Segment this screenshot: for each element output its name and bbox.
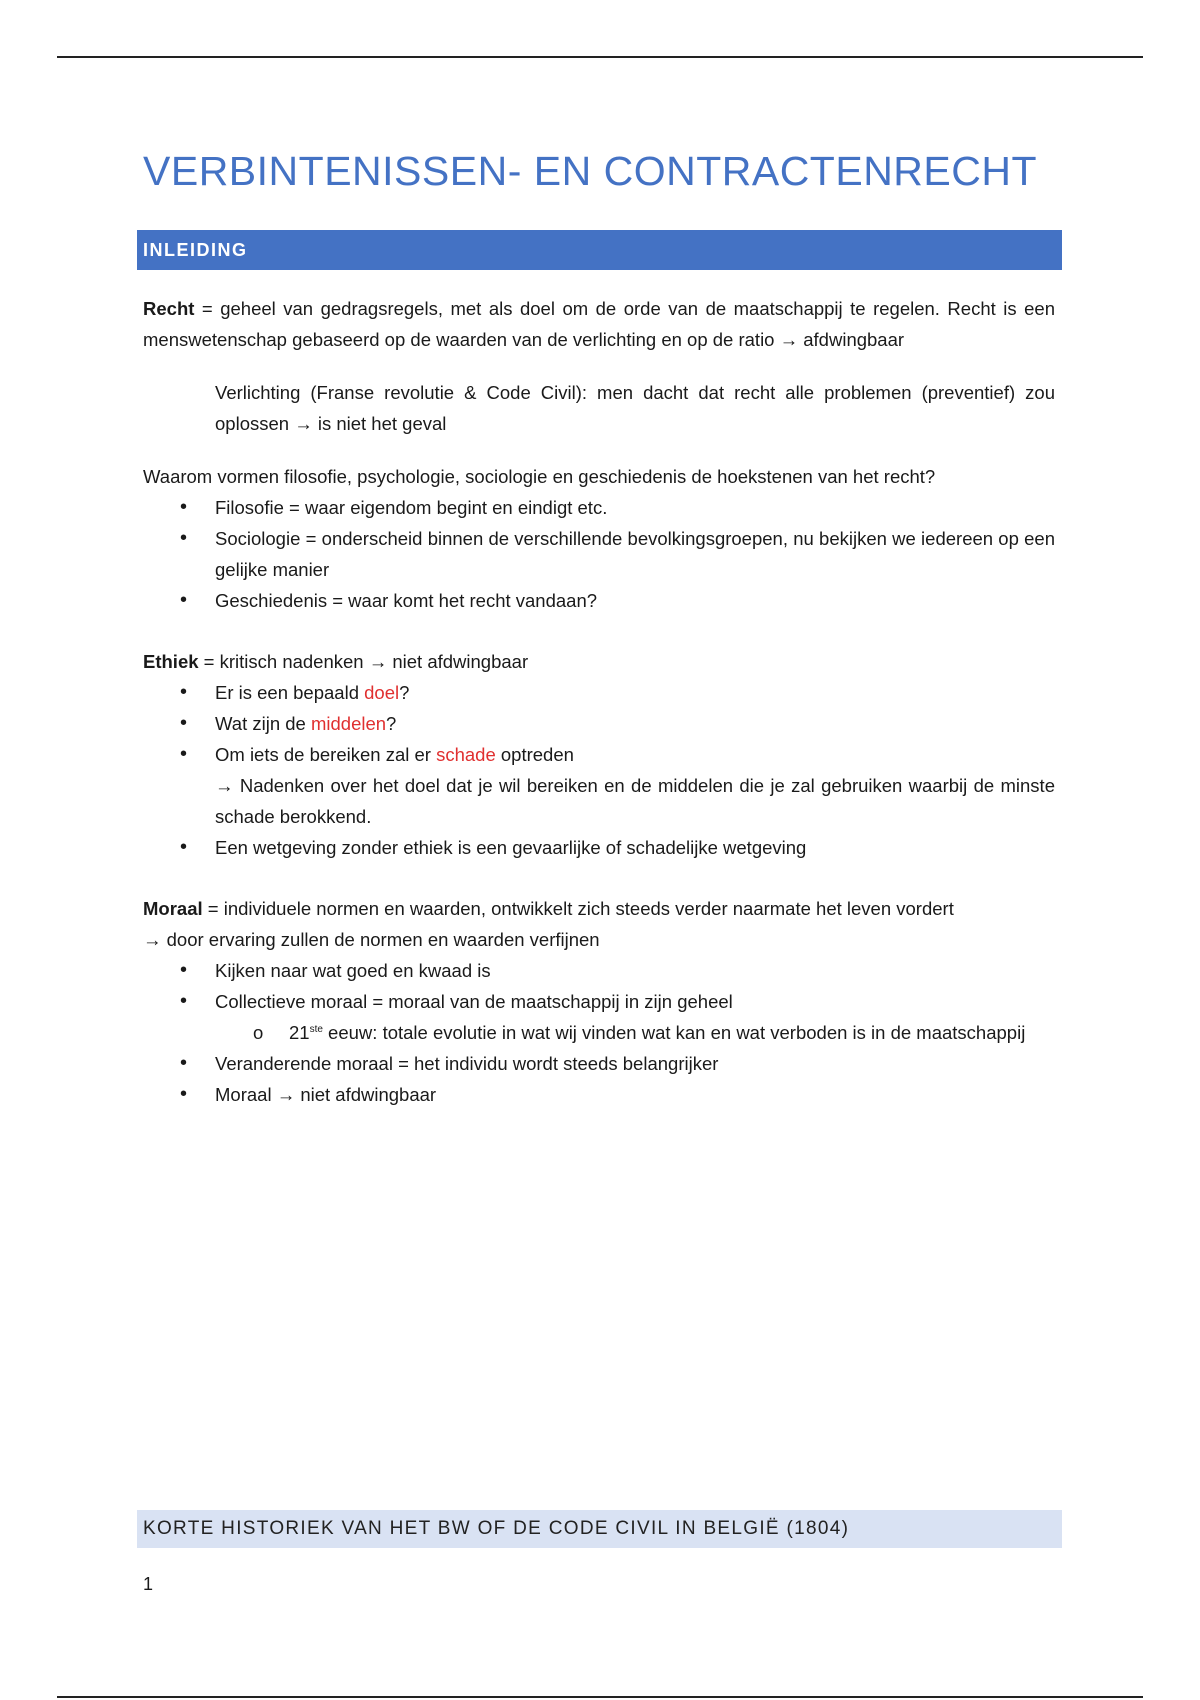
moraal-item2-text: Collectieve moraal = moraal van de maatschappij in zijn geheel <box>215 991 733 1012</box>
moraal-list-continued <box>143 1048 1055 1110</box>
ethiek-definition: = kritisch nadenken → niet afdwingbaar <box>198 651 529 672</box>
footer-rule <box>57 1696 1143 1698</box>
recht-definition: = geheel van gedragsregels, met als doel om de orde van de maatschappij te regelen. Recht is een menswetenschap gebaseerd op de waarden van de verlichting en op de ratio → afdwingbaar <box>143 298 1055 350</box>
ethiek-list <box>143 677 1055 863</box>
waarom-question: Waarom vormen filosofie, psychologie, sociologie en geschiedenis de hoekstenen van het recht? <box>143 466 936 487</box>
list-item: • Sociologie = onderscheid binnen de verschillende bevolkingsgroepen, nu bekijken we iedereen op een gelijke manier <box>143 523 1055 585</box>
ethiek-item2-end: ? <box>386 713 397 734</box>
header-rule <box>57 56 1143 58</box>
document-body <box>143 293 1055 1110</box>
list-item: • Kijken naar wat goed en kwaad is <box>143 955 1055 986</box>
moraal-term: Moraal <box>143 898 203 919</box>
verlichting-paragraph: Verlichting (Franse revolutie & Code Civil): men dacht dat recht alle problemen (preventief) zou oplossen → is niet het geval <box>215 382 1055 434</box>
ethiek-item3-end: optreden <box>495 744 574 765</box>
ethiek-paragraph <box>143 646 1055 677</box>
century-suffix: ste <box>309 1024 323 1035</box>
ethiek-term: Ethiek <box>143 651 199 672</box>
section-heading-historiek: KORTE HISTORIEK VAN HET BW OF DE CODE CIVIL IN BELGIË (1804) <box>137 1510 1062 1548</box>
page-number: 1 <box>143 1574 154 1594</box>
list-item: • Veranderende moraal = het individu wordt steeds belangrijker <box>143 1048 1055 1079</box>
moraal-list <box>143 955 1055 1017</box>
sub-list-item <box>143 1017 1055 1048</box>
ethiek-item1-text: Er is een bepaald <box>215 682 365 703</box>
moraal-paragraph <box>143 893 1055 924</box>
century-number: 21 <box>289 1022 310 1043</box>
ethiek-item2-text: Wat zijn de <box>215 713 311 734</box>
list-item <box>143 677 1055 708</box>
list-item: • Geschiedenis = waar komt het recht vandaan? <box>143 585 1055 616</box>
moraal-line2: → door ervaring zullen de normen en waarden verfijnen <box>143 929 600 950</box>
recht-term: Recht <box>143 298 195 319</box>
list-item <box>143 986 1055 1017</box>
ethiek-item3-text: Om iets de bereiken zal er <box>215 744 437 765</box>
section-heading-inleiding: INLEIDING <box>137 230 1062 270</box>
list-item <box>143 708 1055 739</box>
ethiek-item1-end: ? <box>399 682 410 703</box>
century-text: eeuw: totale evolutie in wat wij vinden wat kan en wat verboden is in de maatschappij <box>322 1022 1026 1043</box>
document-title: VERBINTENISSEN- EN CONTRACTENRECHT <box>143 148 1038 194</box>
highlight-middelen: middelen <box>310 713 387 734</box>
list-item: • Moraal → niet afdwingbaar <box>143 1079 1055 1110</box>
waarom-list <box>143 492 1055 616</box>
highlight-schade: schade <box>436 744 496 765</box>
moraal-sublist <box>143 1017 1055 1048</box>
ethiek-item3-note: → Nadenken over het doel dat je wil bereiken en de middelen die je zal gebruiken waarbij de minste schade berokkend. <box>215 775 1055 827</box>
list-item <box>143 739 1055 832</box>
highlight-doel: doel <box>364 682 400 703</box>
list-item: • Filosofie = waar eigendom begint en eindigt etc. <box>143 492 1055 523</box>
list-item: • Een wetgeving zonder ethiek is een gevaarlijke of schadelijke wetgeving <box>143 832 1055 863</box>
recht-paragraph <box>143 293 1055 355</box>
moraal-definition: = individuele normen en waarden, ontwikkelt zich steeds verder naarmate het leven vordert <box>202 898 954 919</box>
